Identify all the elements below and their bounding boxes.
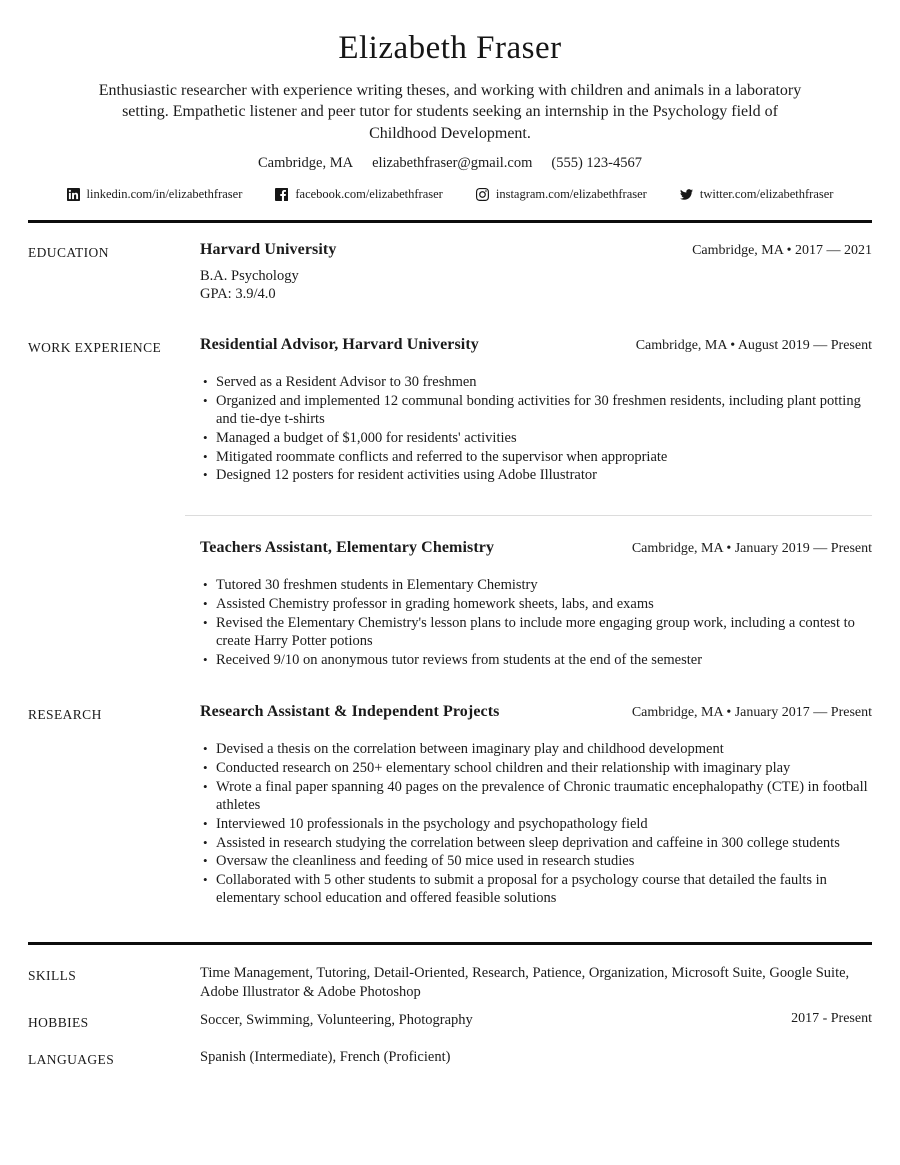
social-label-twitter: twitter.com/elizabethfraser	[699, 186, 834, 201]
bullet-list	[200, 741, 872, 907]
row-hobbies	[28, 1011, 872, 1033]
bullet-item: • Interviewed 10 professionals in the psychology and psychopathology field	[200, 816, 872, 834]
bottom-block	[28, 964, 872, 1070]
bullet-item: • Received 9/10 on anonymous tutor reviews from students at the end of the semester	[200, 652, 872, 670]
section-work-experience	[28, 336, 872, 670]
social-label-facebook: facebook.com/elizabethfraser	[295, 186, 443, 201]
social-label-linkedin: linkedin.com/in/elizabethfraser	[86, 186, 243, 201]
contact-email[interactable]: elizabethfraser@gmail.com	[372, 154, 533, 171]
bullet-item: • Mitigated roommate conflicts and referred to the supervisor when appropriate	[200, 449, 872, 467]
entry-date: Cambridge, MA • August 2019 — Present	[635, 338, 872, 354]
section-research	[28, 703, 872, 908]
section-label-languages: LANGUAGES	[28, 1051, 115, 1067]
instagram-icon	[476, 188, 489, 201]
bullet-item: • Tutored 30 freshmen students in Elementary Chemistry	[200, 577, 872, 595]
contact-row	[28, 155, 872, 172]
skills-text: Time Management, Tutoring, Detail-Oriented, Research, Patience, Organization, Microsoft Suite, Google Suite, Adobe Illustrator & Adobe Photoshop	[200, 964, 850, 1001]
bullet-list	[200, 374, 872, 485]
education-degree: B.A. Psychology	[200, 267, 299, 284]
section-label-work-experience: WORK EXPERIENCE	[28, 340, 162, 356]
contact-location: Cambridge, MA	[258, 154, 354, 171]
hobbies-text: Soccer, Swimming, Volunteering, Photography	[200, 1012, 473, 1029]
bullet-item: • Organized and implemented 12 communal bonding activities for 30 freshmen residents, including plant potting and tie-dye t-shirts	[200, 393, 872, 429]
bullet-item: • Oversaw the cleanliness and feeding of 50 mice used in research studies	[200, 853, 872, 871]
work-entry	[200, 336, 872, 485]
entry-title: Teachers Assistant, Elementary Chemistry	[200, 539, 495, 557]
bullet-item: • Revised the Elementary Chemistry's lesson plans to include more engaging group work, including a contest to create Harry Potter potions	[200, 615, 872, 651]
footer-divider	[28, 942, 872, 945]
education-entry-head	[200, 241, 872, 259]
education-school: Harvard University	[200, 240, 337, 258]
section-education	[28, 241, 872, 304]
facebook-icon	[275, 188, 288, 201]
research-entry	[200, 703, 872, 907]
linkedin-icon	[67, 188, 80, 201]
entry-title: Residential Advisor, Harvard University	[200, 336, 479, 354]
hobbies-date: 2017 - Present	[791, 1011, 872, 1027]
entry-title: Research Assistant & Independent Projects	[200, 703, 500, 721]
bullet-item: • Managed a budget of $1,000 for residents' activities	[200, 430, 872, 448]
bullet-item: • Conducted research on 250+ elementary school children and their relationship with imaginary play	[200, 760, 872, 778]
row-languages	[28, 1048, 872, 1070]
social-link-facebook[interactable]	[275, 187, 443, 202]
education-gpa: GPA: 3.9/4.0	[200, 286, 276, 303]
bullet-item: • Devised a thesis on the correlation between imaginary play and childhood development	[200, 741, 872, 759]
entry-date: Cambridge, MA • January 2017 — Present	[631, 705, 872, 721]
section-label-hobbies: HOBBIES	[28, 1015, 89, 1031]
social-link-instagram[interactable]	[476, 187, 647, 202]
contact-phone: (555) 123-4567	[551, 154, 642, 171]
bullet-list	[200, 577, 872, 669]
twitter-icon	[680, 188, 693, 201]
entry-date: Cambridge, MA • January 2019 — Present	[631, 541, 872, 557]
header-divider	[28, 220, 872, 223]
section-label-research: RESEARCH	[28, 707, 102, 723]
bullet-item: • Assisted Chemistry professor in grading homework sheets, labs, and exams	[200, 596, 872, 614]
section-label-skills: SKILLS	[28, 967, 77, 983]
languages-text: Spanish (Intermediate), French (Proficient)	[200, 1048, 451, 1065]
bullet-item: • Served as a Resident Advisor to 30 freshmen	[200, 374, 872, 392]
education-date: Cambridge, MA • 2017 — 2021	[692, 242, 872, 258]
social-row	[28, 187, 872, 202]
bullet-item: • Designed 12 posters for resident activities using Adobe Illustrator	[200, 467, 872, 485]
resume-name: Elizabeth Fraser	[338, 30, 562, 66]
bullet-item: • Collaborated with 5 other students to submit a proposal for a psychology course that detailed the faults in elementary school education and offered feasible solutions	[200, 872, 872, 908]
entry-divider	[185, 515, 872, 516]
section-label-education: EDUCATION	[28, 244, 109, 260]
social-link-twitter[interactable]	[680, 187, 834, 202]
resume-header	[28, 30, 872, 202]
social-label-instagram: instagram.com/elizabethfraser	[495, 186, 647, 201]
row-skills	[28, 964, 872, 1003]
bullet-item: • Wrote a final paper spanning 40 pages on the prevalence of Chronic traumatic encephalopathy (CTE) in football athletes	[200, 779, 872, 815]
work-entry	[200, 539, 872, 669]
resume-summary: Enthusiastic researcher with experience writing theses, and working with children and animals in a laboratory setting. Empathetic listener and peer tutor for students seeking an internship in the Psychology field of Childhood Development.	[98, 82, 802, 142]
social-link-linkedin[interactable]	[67, 187, 243, 202]
bullet-item: • Assisted in research studying the correlation between sleep deprivation and caffeine in 300 college students	[200, 835, 872, 853]
